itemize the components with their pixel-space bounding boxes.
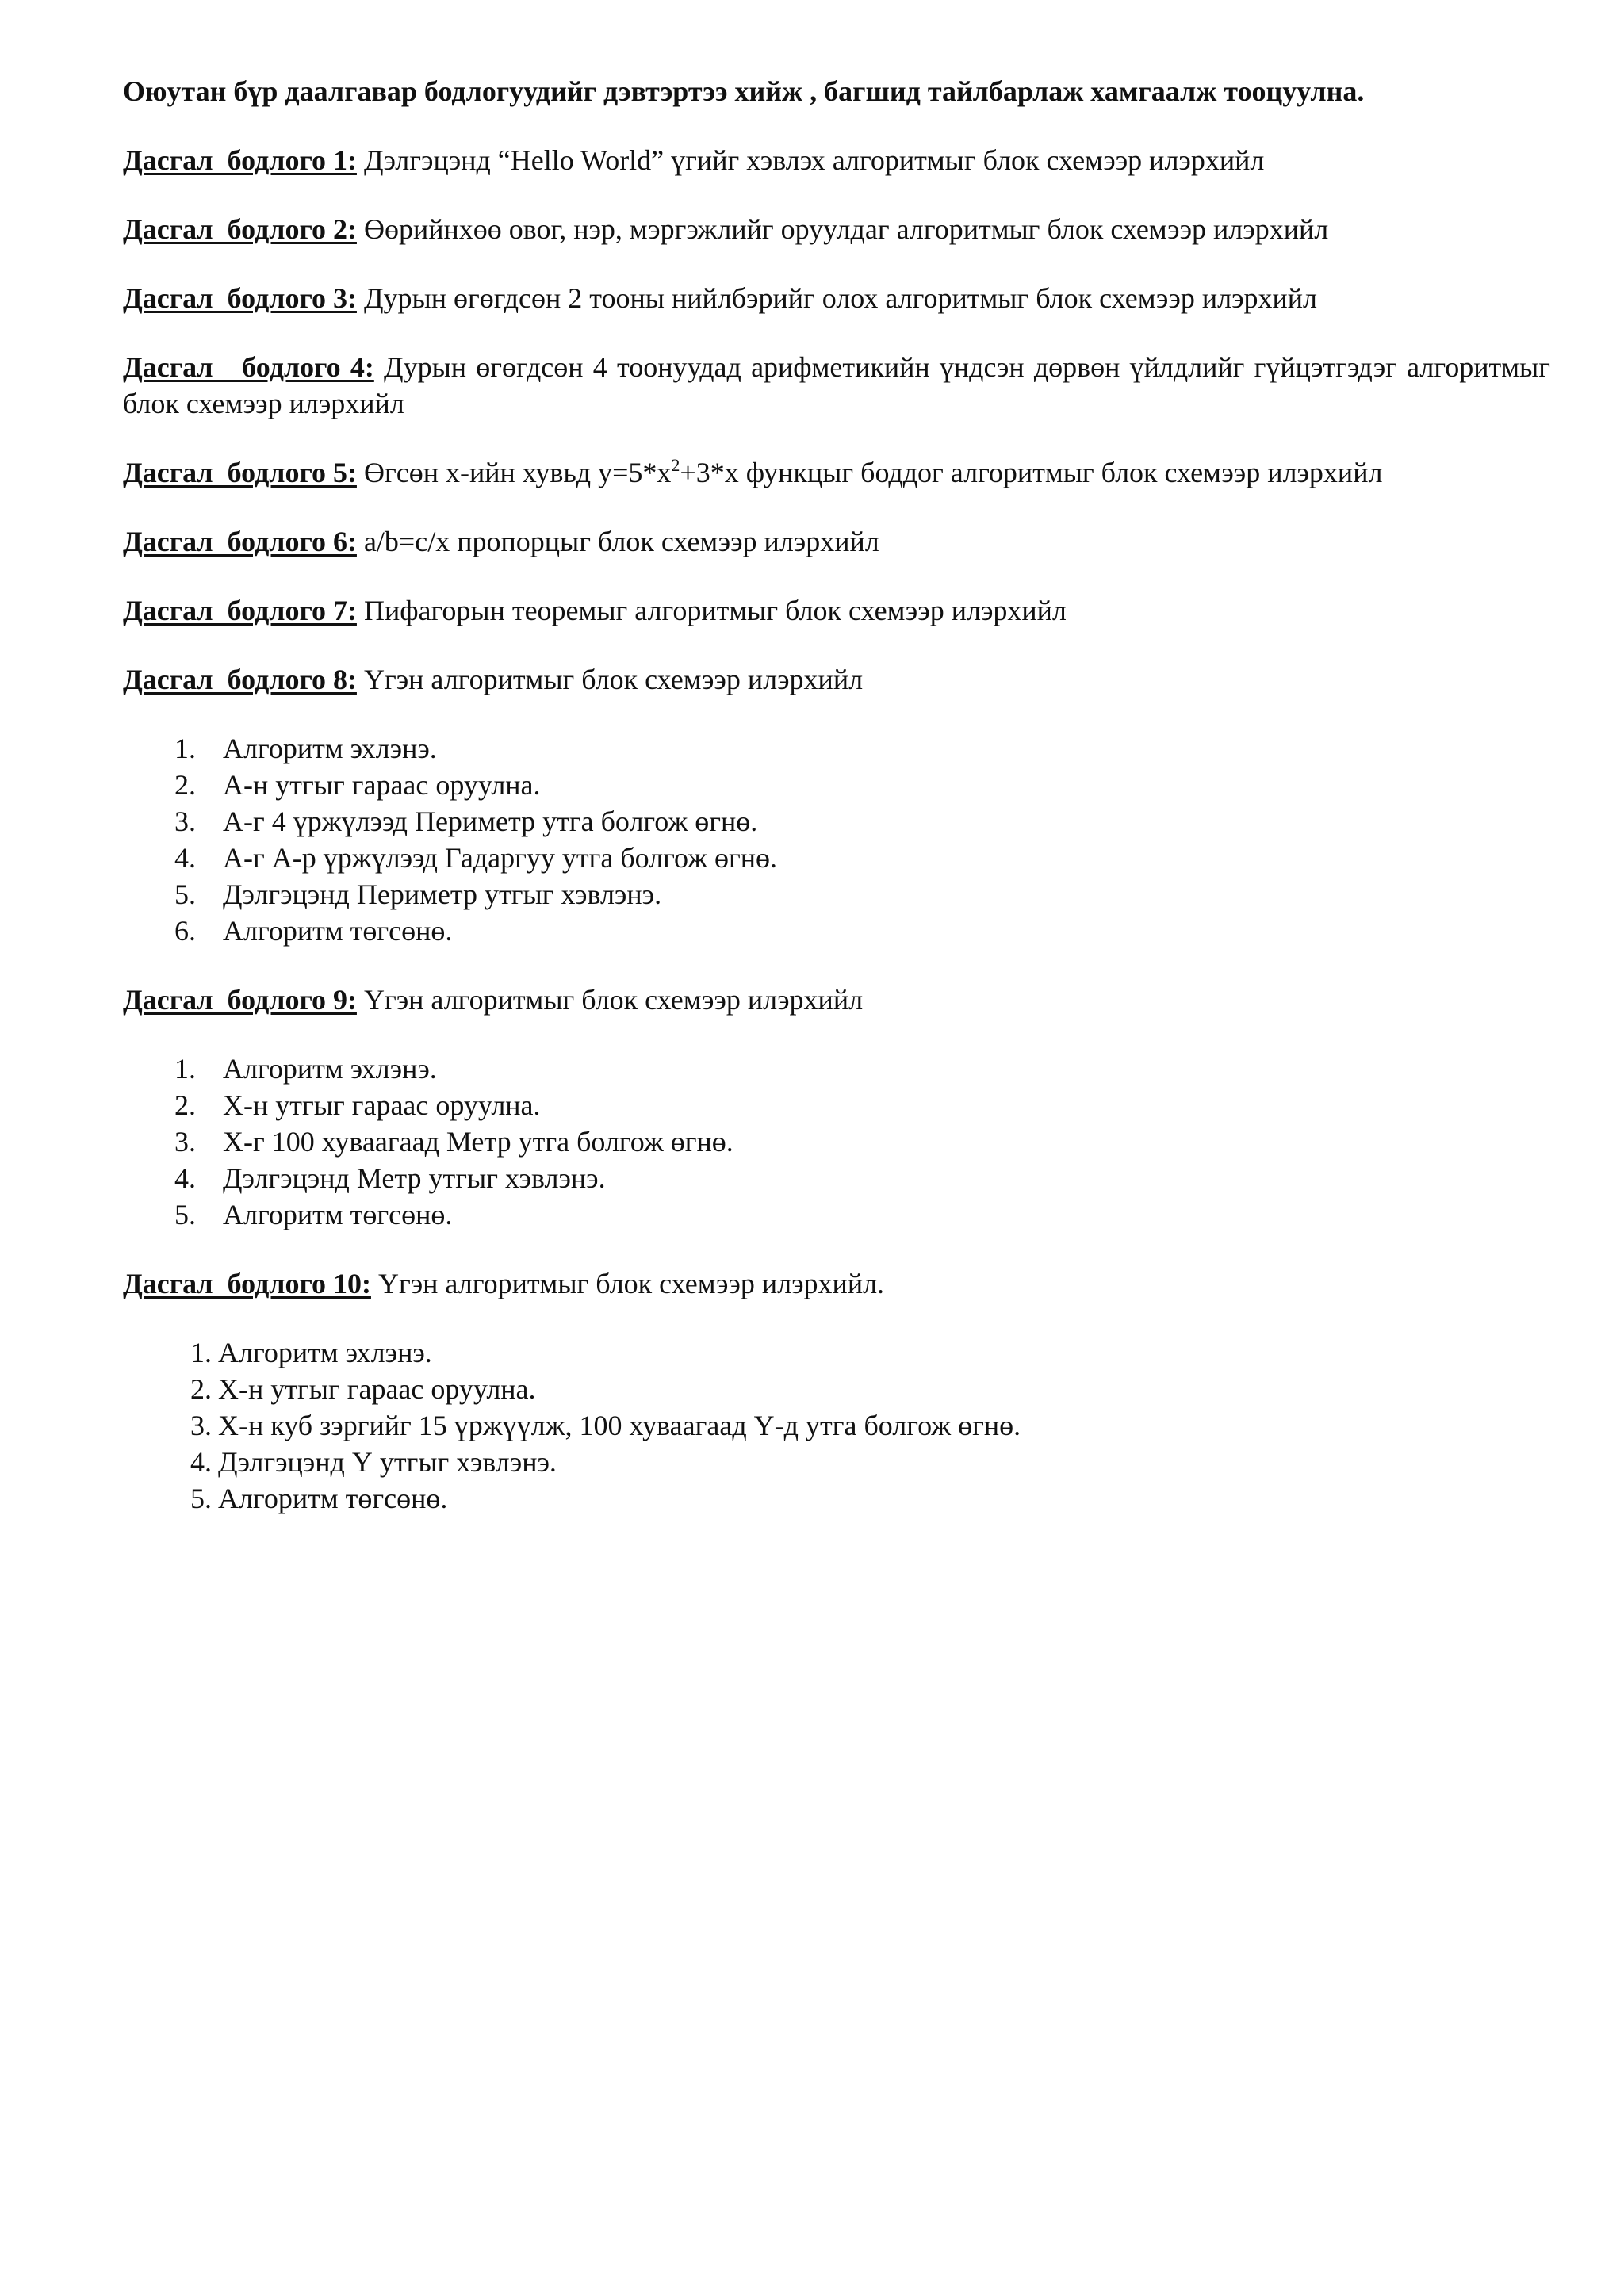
list-number: 5. [190,1483,212,1514]
list-item [123,913,1550,949]
exercise-10 [123,1265,1550,1302]
list-item [123,1444,1550,1480]
exercise-label: Дасгал бодлого 4: [123,351,374,383]
exercise-text: Дурын өгөгдсөн 4 тоонуудад арифметикийн үндсэн дөрвөн үйлдлийг гүйцэтгэдэг алгоритмыг блок схемээр илэрхийл [123,351,1550,419]
list-text: Алгоритм эхлэнэ. [223,1053,437,1085]
list-number: 5. [174,1199,196,1230]
list-text: Алгоритм төгсөнө. [218,1483,448,1514]
list-item [123,730,1550,767]
intro-instruction: Оюутан бүр даалгавар бодлогуудийг дэвтэртээ хийж , багшид тайлбарлаж хамгаалж тооцуулна. [123,75,1365,107]
exercise-8 [123,661,1550,698]
algorithm-steps-10 [123,1334,1550,1517]
list-item [123,840,1550,876]
list-number: 4. [174,842,196,874]
exercise-text: Дэлгэцэнд “Hello World” үгийг хэвлэх алгоритмыг блок схемээр илэрхийл [356,144,1265,176]
list-item [123,876,1550,913]
list-text: Алгоритм төгсөнө. [223,915,453,947]
exercise-text: a/b=c/x пропорцыг блок схемээр илэрхийл [356,526,879,557]
algorithm-steps-9 [123,1050,1550,1233]
exercise-label: Дасгал бодлого 1: [123,144,357,176]
list-number: 2. [174,769,196,801]
list-text: Алгоритм эхлэнэ. [223,733,437,764]
exercise-text: +3*x функцыг боддог алгоритмыг блок схемээр илэрхийл [680,457,1383,488]
list-number: 4. [190,1446,212,1478]
algorithm-steps-8 [123,730,1550,949]
exercise-label: Дасгал бодлого 3: [123,282,357,314]
exercise-6 [123,523,1550,560]
list-text: Дэлгэцэнд Ү утгыг хэвлэнэ. [218,1446,557,1478]
list-item [123,767,1550,803]
list-number: 3. [174,806,196,837]
list-number: 1. [174,1053,196,1085]
exercise-text: Өгсөн х-ийн хувьд y=5*x [356,457,672,488]
list-text: Алгоритм төгсөнө. [223,1199,453,1230]
list-item [123,1196,1550,1233]
exercise-text: Пифагорын теоремыг алгоритмыг блок схемээр илэрхийл [356,595,1067,626]
exponent: 2 [671,455,680,475]
list-text: А-г 4 үржүлээд Периметр утга болгож өгнө. [223,806,758,837]
list-text: Х-н утгыг гараас оруулна. [218,1373,536,1405]
list-item [123,1050,1550,1087]
list-item [123,1160,1550,1196]
list-item [123,1087,1550,1123]
exercise-9 [123,982,1550,1018]
list-number: 2. [190,1373,212,1405]
document-page [123,73,1550,1549]
list-number: 5. [174,878,196,910]
list-text: Алгоритм эхлэнэ. [218,1337,432,1368]
exercise-label: Дасгал бодлого 5: [123,457,357,488]
list-text: Дэлгэцэнд Метр утгыг хэвлэнэ. [223,1162,606,1194]
exercise-label: Дасгал бодлого 9: [123,984,357,1016]
exercise-label: Дасгал бодлого 6: [123,526,357,557]
exercise-5 [123,454,1550,491]
list-text: Дэлгэцэнд Периметр утгыг хэвлэнэ. [223,878,662,910]
exercise-label: Дасгал бодлого 10: [123,1268,371,1299]
exercise-7 [123,592,1550,629]
list-number: 6. [174,915,196,947]
list-item [123,1480,1550,1517]
exercise-2 [123,211,1550,247]
list-text: Х-г 100 хуваагаад Метр утга болгож өгнө. [223,1126,733,1158]
list-item [123,803,1550,840]
exercise-text: Үгэн алгоритмыг блок схемээр илэрхийл. [370,1268,885,1299]
list-text: Х-н куб зэргийг 15 үржүүлж, 100 хуваагаад Ү-д утга болгож өгнө. [218,1410,1021,1441]
exercise-text: Өөрийнхөө овог, нэр, мэргэжлийг оруулдаг алгоритмыг блок схемээр илэрхийл [356,213,1329,245]
list-number: 3. [190,1410,212,1441]
list-item [123,1123,1550,1160]
exercise-label: Дасгал бодлого 8: [123,664,357,695]
exercise-3 [123,280,1550,316]
list-item [123,1371,1550,1407]
exercise-label: Дасгал бодлого 7: [123,595,357,626]
exercise-text: Үгэн алгоритмыг блок схемээр илэрхийл [356,664,864,695]
list-number: 1. [174,733,196,764]
list-text: А-н утгыг гараас оруулна. [223,769,541,801]
list-text: А-г А-р үржүлээд Гадаргуу утга болгож өгнө. [223,842,778,874]
list-number: 1. [190,1337,212,1368]
exercise-text: Үгэн алгоритмыг блок схемээр илэрхийл [356,984,864,1016]
list-number: 3. [174,1126,196,1158]
list-item [123,1334,1550,1371]
exercise-label: Дасгал бодлого 2: [123,213,357,245]
exercise-1 [123,142,1550,178]
list-number: 4. [174,1162,196,1194]
exercise-text: Дурын өгөгдсөн 2 тооны нийлбэрийг олох алгоритмыг блок схемээр илэрхийл [356,282,1318,314]
list-item [123,1407,1550,1444]
list-text: Х-н утгыг гараас оруулна. [223,1089,541,1121]
exercise-4 [123,349,1550,422]
list-number: 2. [174,1089,196,1121]
